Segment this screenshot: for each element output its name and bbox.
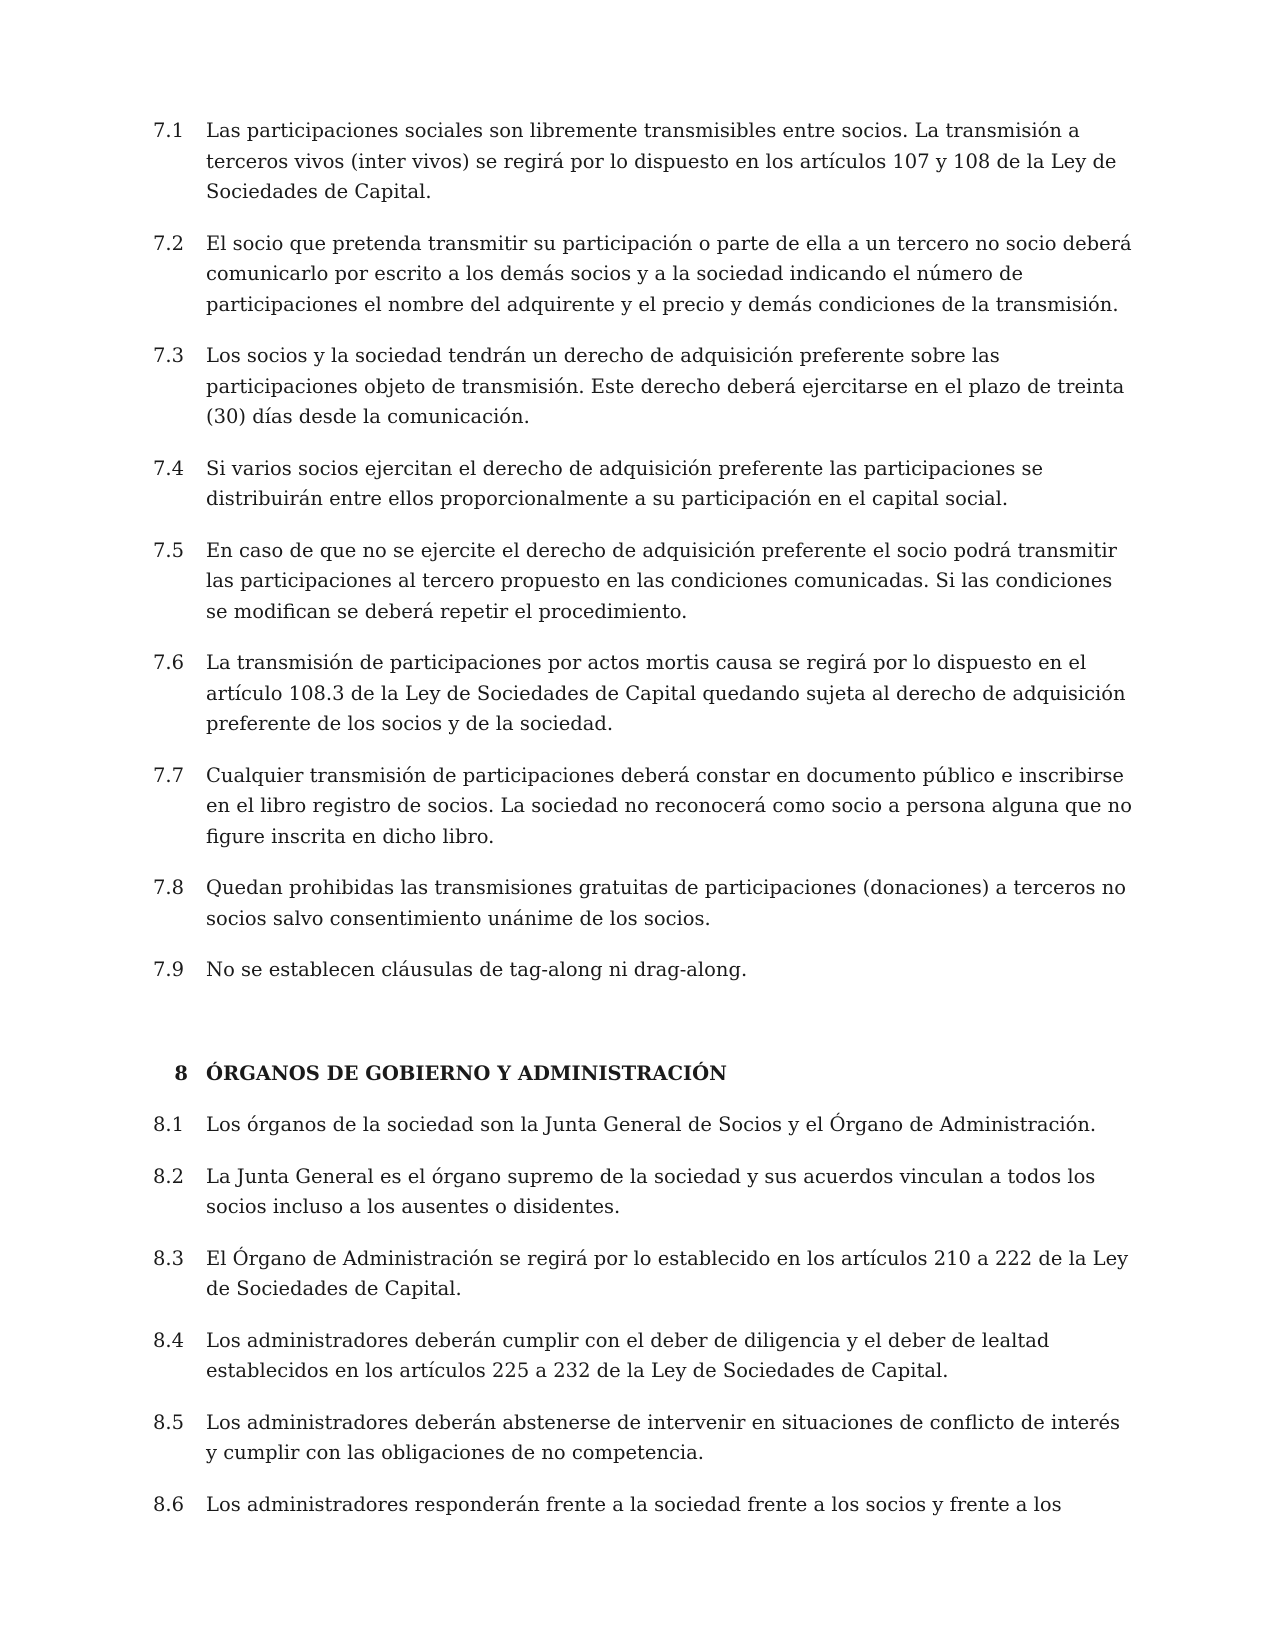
- clause-8-6: [153, 1490, 1133, 1521]
- clause-7-3: [153, 341, 1133, 433]
- clause-8-3: [153, 1244, 1133, 1305]
- clause-text: El Órgano de Administración se regirá por lo establecido en los artículos 210 a 222 de la Ley de Sociedades de Capital.: [206, 1246, 1129, 1300]
- clause-text: En caso de que no se ejercite el derecho de adquisición preferente el socio podrá transmitir las participaciones al tercero propuesto en las condiciones comunicadas. Si las condiciones se modifican se deberá repetir el procedimiento.: [206, 538, 1117, 623]
- clause-7-5: [153, 536, 1133, 628]
- clause-8-1: [153, 1110, 1133, 1141]
- clause-8-2: [153, 1162, 1133, 1223]
- clause-number: 7.4: [153, 456, 185, 480]
- clause-number: 8.2: [153, 1164, 185, 1188]
- clause-number: 7.8: [153, 876, 185, 899]
- section-title: ÓRGANOS DE GOBIERNO Y ADMINISTRACIÓN: [206, 1061, 727, 1085]
- clause-text: La transmisión de participaciones por actos mortis causa se regirá por lo dispuesto en el artículo 108.3 de la Ley de Sociedades de Capital quedando sujeta al derecho de adquisición preferente de los socios y de la sociedad.: [206, 651, 1126, 735]
- clause-text: Los socios y la sociedad tendrán un derecho de adquisición preferente sobre las participaciones objeto de transmisión. Este derecho deberá ejercitarse en el plazo de treinta (30) días desde la comunicación.: [206, 344, 1125, 428]
- clause-number: 7.2: [153, 231, 185, 255]
- clause-number: 8.4: [153, 1328, 185, 1352]
- clause-text: Si varios socios ejercitan el derecho de adquisición preferente las participaciones se distribuirán entre ellos proporcionalmente a su participación en el capital social.: [206, 456, 1044, 510]
- document-body: [153, 116, 1133, 1541]
- clause-7-9: [153, 955, 1133, 986]
- clause-text: Quedan prohibidas las transmisiones gratuitas de participaciones (donaciones) a terceros no socios salvo consentimiento unánime de los socios.: [206, 876, 1127, 930]
- clause-7-7: [153, 761, 1133, 853]
- clause-number: 8.6: [153, 1492, 185, 1516]
- section-number: 8: [174, 1061, 188, 1085]
- clause-7-2: [153, 229, 1133, 321]
- clause-number: 7.5: [153, 538, 185, 562]
- clause-number: 8.5: [153, 1410, 185, 1434]
- clause-8-5: [153, 1408, 1133, 1469]
- clause-7-8: [153, 873, 1133, 934]
- clause-text: Los administradores responderán frente a la sociedad frente a los socios y frente a los: [206, 1492, 1062, 1516]
- clause-7-1: [153, 116, 1133, 208]
- clause-number: 7.7: [153, 763, 185, 787]
- clause-text: Los administradores deberán abstenerse de intervenir en situaciones de conflicto de interés y cumplir con las obligaciones de no competencia.: [206, 1410, 1121, 1464]
- clause-number: 7.1: [153, 119, 185, 142]
- clause-text: Los administradores deberán cumplir con el deber de diligencia y el deber de lealtad establecidos en los artículos 225 a 232 de la Ley de Sociedades de Capital.: [206, 1328, 1050, 1382]
- clause-text: Las participaciones sociales son libremente transmisibles entre socios. La transmisión a terceros vivos (inter vivos) se regirá por lo dispuesto en los artículos 107 y 108 de la Ley de Sociedades de Capital.: [206, 119, 1117, 203]
- clause-7-4: [153, 454, 1133, 515]
- clause-text: Los órganos de la sociedad son la Junta General de Socios y el Órgano de Administración.: [206, 1113, 1097, 1136]
- clause-text: No se establecen cláusulas de tag-along ni drag-along.: [206, 958, 748, 981]
- clause-8-4: [153, 1326, 1133, 1387]
- clause-7-6: [153, 648, 1133, 740]
- clause-number: 7.9: [153, 958, 185, 981]
- clause-number: 8.1: [153, 1113, 185, 1136]
- clause-text: Cualquier transmisión de participaciones deberá constar en documento público e inscribirse en el libro registro de socios. La sociedad no reconocerá como socio a persona alguna que no figure inscrita en dicho libro.: [206, 763, 1132, 848]
- clause-number: 7.3: [153, 344, 185, 367]
- clause-number: 8.3: [153, 1246, 185, 1270]
- section-8-heading: [153, 1059, 1133, 1090]
- clause-text: La Junta General es el órgano supremo de la sociedad y sus acuerdos vinculan a todos los socios incluso a los ausentes o disidentes.: [206, 1164, 1096, 1218]
- clause-text: El socio que pretenda transmitir su participación o parte de ella a un tercero no socio deberá comunicarlo por escrito a los demás socios y a la sociedad indicando el número de participaciones el nombre del adquirente y el precio y demás condiciones de la transmisión.: [206, 231, 1132, 316]
- clause-number: 7.6: [153, 651, 185, 674]
